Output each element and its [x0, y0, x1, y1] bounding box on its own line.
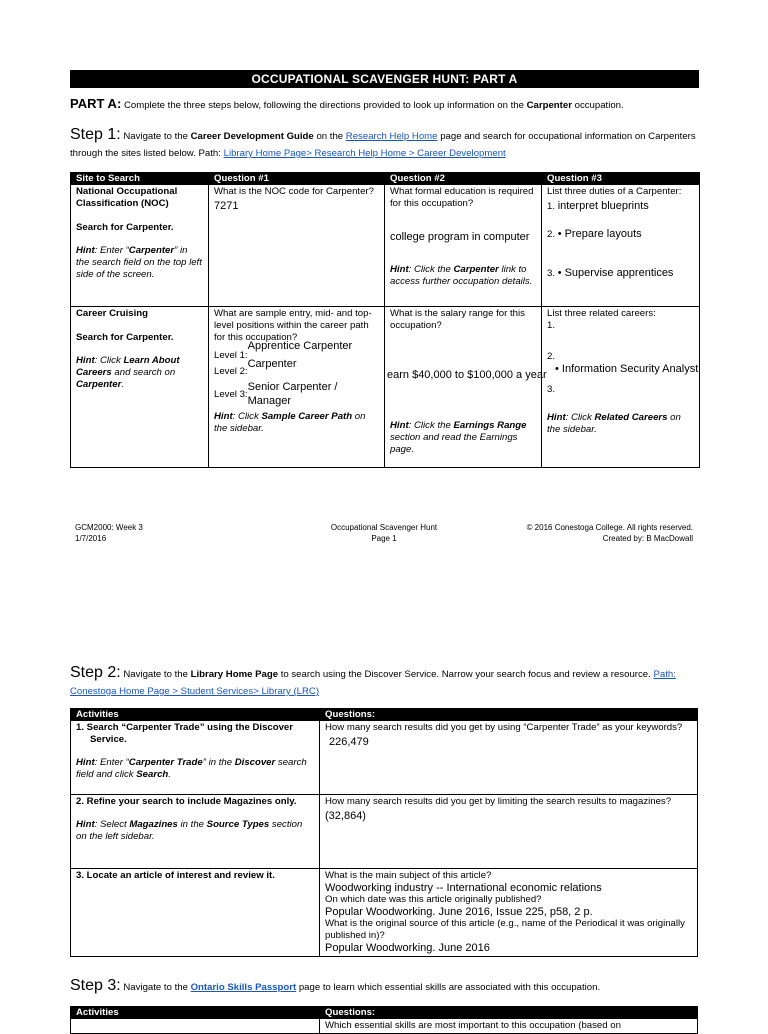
col-header-question-3: Question #3 — [542, 173, 700, 185]
footer-left — [75, 522, 143, 544]
question-text: What is the NOC code for Carpenter? — [214, 186, 374, 197]
list-number: 3. — [547, 268, 556, 280]
level-row — [214, 381, 379, 409]
activity-text: 2. Refine your search to include Magazines only. — [76, 796, 297, 807]
list-number: 1. — [547, 200, 556, 212]
question-text: What is the salary range for this occupation? — [390, 308, 525, 331]
footer-date: 1/7/2016 — [75, 534, 107, 543]
site-search: Search for Carpenter. — [76, 331, 174, 343]
site-cell-noc — [71, 185, 209, 307]
question-hint: Hint: Click the Carpenter link to access further occupation details. — [390, 263, 533, 287]
activity-text: 3. Locate an article of interest and review it. — [76, 870, 275, 881]
question-text: How many search results did you get by limiting the search results to magazines? — [325, 796, 672, 807]
step2-text: to search using the Discover Service. Narrow your search focus and review a resource. — [280, 669, 651, 680]
part-a-label: PART A: — [70, 96, 122, 111]
step3-text: Navigate to the — [123, 982, 188, 993]
col-header-questions: Questions: — [320, 709, 698, 721]
part-a-text: Complete the three steps below, following the directions provided to look up information on the — [123, 100, 524, 111]
list-number: 2. — [547, 228, 556, 240]
step1-instructions — [70, 126, 710, 162]
answer-duty-1[interactable]: interpret blueprints — [557, 199, 649, 212]
answer-related-career-2[interactable]: • Information Security Analyst — [555, 362, 699, 375]
answer-noc-code[interactable]: 7271 — [214, 199, 239, 212]
answer-salary[interactable]: earn $40,000 to $100,000 a year — [387, 368, 547, 381]
step2-label: Step 2: — [70, 664, 121, 681]
answer-duty-2[interactable]: • Prepare layouts — [557, 227, 642, 240]
ontario-skills-passport-link[interactable]: Ontario Skills Passport — [190, 982, 297, 993]
site-title: National Occupational Classification (NOC) — [76, 186, 178, 209]
activity-cell — [71, 795, 320, 869]
col-header-site: Site to Search — [71, 173, 209, 185]
answer-education[interactable]: college program in computer — [390, 230, 530, 243]
question-hint: Hint: Click Sample Career Path on the sidebar. — [214, 410, 366, 434]
site-hint: Hint: Enter “Carpenter” in the search field on the top left side of the screen. — [76, 244, 202, 280]
answer-article-date[interactable]: Popular Woodworking. June 2016, Issue 225, p58, 2 p. — [325, 905, 593, 918]
duty-item — [547, 267, 694, 281]
step2-instructions — [70, 664, 710, 700]
answer-level-1[interactable]: Apprentice Carpenter — [247, 339, 353, 352]
question-cell — [385, 185, 542, 307]
level-label: Level 2: — [214, 365, 248, 377]
answer-article-source[interactable]: Popular Woodworking. June 2016 — [325, 941, 490, 954]
footer-right — [450, 522, 693, 544]
step1-guide: Career Development Guide — [190, 131, 314, 142]
document-title: OCCUPATIONAL SCAVENGER HUNT: PART A — [70, 70, 699, 88]
col-header-activities: Activities — [71, 709, 320, 721]
part-a-occupation: Carpenter — [526, 100, 572, 111]
question-cell — [320, 721, 698, 795]
footer-copyright: © 2016 Conestoga College. All rights reserved. — [526, 523, 693, 532]
answer-article-subject[interactable]: Woodworking industry -- International economic relations — [325, 881, 602, 894]
activity-hint: Hint: Select Magazines in the Source Types section on the left sidebar. — [76, 818, 303, 842]
question-text: How many search results did you get by using “Carpenter Trade” as your keywords? — [325, 722, 683, 733]
step3-table — [70, 1006, 698, 1034]
question-hint: Hint: Click the Earnings Range section and read the Earnings page. — [390, 419, 527, 455]
col-header-questions: Questions: — [320, 1007, 698, 1019]
footer-page-number: Page 1 — [371, 534, 397, 543]
question-text: Which essential skills are most important to this occupation (based on — [325, 1020, 621, 1031]
question-cell — [320, 869, 698, 957]
footer-author: Created by: B MacDowall — [602, 534, 693, 543]
answer-duty-3[interactable]: • Supervise apprentices — [557, 267, 674, 280]
question-cell — [542, 307, 700, 468]
related-career-item — [547, 362, 699, 377]
question-cell — [209, 185, 385, 307]
activity-cell — [71, 721, 320, 795]
footer-doc-title: Occupational Scavenger Hunt — [330, 523, 438, 532]
question-hint: Hint: Click Related Careers on the sidebar. — [547, 411, 681, 435]
question-text: What formal education is required for this occupation? — [390, 186, 534, 209]
step2-library: Library Home Page — [190, 669, 279, 680]
question-text: What is the main subject of this article? — [325, 870, 492, 881]
library-path-link[interactable]: Path: Conestoga Home Page > Student Services> Library (LRC) — [70, 669, 676, 697]
list-number: 3. — [547, 383, 556, 395]
step2-table — [70, 708, 698, 957]
duty-item — [547, 228, 694, 242]
step1-table — [70, 172, 700, 468]
step1-label: Step 1: — [70, 126, 121, 143]
question-text: What is the original source of this article (e.g., name of the Periodical it was originally published in)? — [325, 917, 685, 941]
col-header-activities: Activities — [71, 1007, 320, 1019]
answer-level-3[interactable]: Senior Carpenter / Manager — [247, 381, 338, 408]
level-row — [214, 357, 379, 378]
answer-search-results[interactable]: 226,479 — [329, 735, 369, 748]
activity-cell — [71, 869, 320, 957]
col-header-question-2: Question #2 — [385, 173, 542, 185]
activity-hint: Hint: Enter “Carpenter Trade” in the Discover search field and click Search. — [76, 756, 307, 780]
step3-instructions — [70, 977, 710, 996]
question-cell — [209, 307, 385, 468]
question-cell — [542, 185, 700, 307]
part-a-text-end: occupation. — [574, 100, 624, 111]
step3-text: page to learn which essential skills are associated with this occupation. — [298, 982, 601, 993]
step1-text: Navigate to the — [123, 131, 188, 142]
question-text: List three duties of a Carpenter: — [547, 186, 682, 197]
part-a-intro — [70, 96, 710, 112]
question-text: On which date was this article originally published? — [325, 893, 542, 905]
step3-label: Step 3: — [70, 977, 121, 994]
site-hint: Hint: Click Learn About Careers and search on Carpenter. — [76, 354, 180, 390]
question-text: What are sample entry, mid- and top-level positions within the career path for this occupation? — [214, 308, 372, 343]
answer-magazine-results[interactable]: (32,864) — [325, 809, 366, 822]
question-cell — [320, 1019, 698, 1034]
list-number: 1. — [547, 319, 556, 331]
activity-text: 1. Search “Carpenter Trade” using the Discover Service. — [76, 722, 294, 745]
activity-cell — [71, 1019, 320, 1034]
duty-item — [547, 200, 694, 214]
site-cell-career-cruising — [71, 307, 209, 468]
question-text: List three related careers: — [547, 308, 656, 319]
question-cell — [385, 307, 547, 468]
step1-text: page and search for occupational information on Carpenters through the sites listed below. Path: — [70, 131, 696, 159]
list-number: 2. — [547, 350, 556, 362]
footer-course: GCM2000: Week 3 — [75, 523, 143, 532]
career-development-path-link[interactable]: Library Home Page> Research Help Home > Career Development — [223, 148, 506, 159]
question-cell — [320, 795, 698, 869]
step1-text: on the — [316, 131, 344, 142]
level-label: Level 3: — [214, 389, 248, 401]
site-search: Search for Carpenter. — [76, 221, 174, 233]
level-label: Level 1: — [214, 349, 248, 361]
answer-level-2[interactable]: Carpenter — [247, 357, 297, 370]
step2-text: Navigate to the — [123, 669, 188, 680]
site-title: Career Cruising — [76, 308, 148, 319]
research-help-home-link[interactable]: Research Help Home — [345, 131, 438, 142]
col-header-question-1: Question #1 — [209, 173, 385, 185]
